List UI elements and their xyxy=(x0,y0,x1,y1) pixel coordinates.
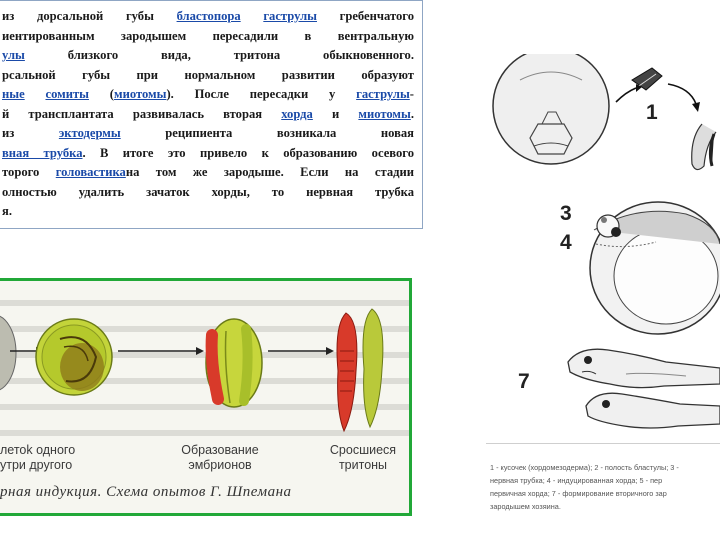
caption-conjoined-newts-line-1: Сросшиеся xyxy=(329,443,397,457)
text-segment: ). После пересадки у xyxy=(166,87,357,101)
text-line xyxy=(2,27,414,46)
text-segment: - xyxy=(409,87,414,101)
text-line xyxy=(2,144,414,163)
caption-embryo-formation xyxy=(170,443,270,473)
text-line xyxy=(2,85,414,104)
right-caption-line-1: 1 - кусочек (хордомезодерма); 2 - полость бластулы; 3 - xyxy=(490,463,679,472)
term-link[interactable]: ные xyxy=(2,87,25,101)
caption-transplant-line-1: летоk одного xyxy=(0,443,76,457)
term-link[interactable]: миотомы xyxy=(358,106,411,121)
caption-transplant-line-2: утри другого xyxy=(0,458,73,472)
text-segment: торого xyxy=(2,165,56,179)
text-segment: реципиента возникала новая xyxy=(120,126,414,140)
caption-conjoined-newts xyxy=(314,443,412,473)
text-segment: из xyxy=(2,126,59,140)
text-segment: иентированным зародышем пересадили в вентральную xyxy=(2,28,414,43)
text-segment: й трансплантата развивалась вторая xyxy=(2,106,282,121)
text-panel xyxy=(0,0,423,229)
text-segment: я. xyxy=(2,204,12,218)
figure-label-3: 3 xyxy=(560,202,572,225)
blastula-sphere xyxy=(493,54,609,164)
schema-caption: рная индукция. Схема опытов Г. Шпемана xyxy=(0,484,292,500)
text-line xyxy=(2,124,414,143)
term-link[interactable]: гаструлы xyxy=(263,9,317,23)
text-segment: ( xyxy=(88,87,114,101)
text-line xyxy=(2,202,414,221)
text-line xyxy=(2,66,414,85)
caption-transplant xyxy=(0,443,90,473)
term-link[interactable]: головастика xyxy=(55,165,126,179)
term-link[interactable]: эктодермы xyxy=(58,126,121,140)
spemann-illustration xyxy=(0,281,412,516)
term-link[interactable]: хорда xyxy=(281,106,313,121)
text-line xyxy=(2,105,414,124)
figure-label-4: 4 xyxy=(560,231,572,254)
gastrula-green xyxy=(36,319,112,395)
tadpoles xyxy=(568,349,720,428)
text-segment: гребенчатого xyxy=(316,9,414,23)
text-line xyxy=(2,46,414,65)
figure-label-1: 1 xyxy=(646,101,658,124)
right-caption-line-3: первичная хорда; 7 - формирование вторичного зар xyxy=(490,489,667,498)
text-segment: на том же зародыше. Если на стадии xyxy=(125,165,414,179)
term-link[interactable]: бластопора xyxy=(176,9,241,23)
right-figure-divider xyxy=(486,443,720,444)
text-segment: из дорсальной губы xyxy=(2,9,177,23)
term-link[interactable]: вная трубка xyxy=(2,145,83,160)
text-segment: близкого вида, тритона обыкновенного. xyxy=(24,48,414,62)
text-line xyxy=(2,7,414,26)
text-segment: и xyxy=(312,106,359,121)
text-segment: . xyxy=(410,106,414,121)
double-embryo xyxy=(206,319,262,407)
term-link[interactable]: сомиты xyxy=(45,87,89,101)
text-line xyxy=(2,163,414,182)
caption-embryo-formation-line-2: эмбрионов xyxy=(188,458,252,472)
text-segment xyxy=(241,9,264,23)
right-caption-line-4: зародышем хозяина. xyxy=(490,502,561,511)
caption-conjoined-newts-line-2: тритоны xyxy=(338,458,388,472)
text-segment xyxy=(25,87,46,101)
right-caption-line-2: нервная трубка; 4 - индуцированная хорда; 5 - пер xyxy=(490,476,663,485)
text-segment: рсальной губы при нормальном развитии образуют xyxy=(2,67,414,82)
spemann-figure-panel xyxy=(0,278,412,516)
text-segment: . В итоге это привело к образованию осевого xyxy=(82,145,414,160)
term-link[interactable]: гаструлы xyxy=(356,87,410,101)
cross-section-embryo xyxy=(590,202,720,334)
figure-label-7: 7 xyxy=(518,370,530,393)
caption-embryo-formation-line-1: Образование xyxy=(181,443,259,457)
term-link[interactable]: миотомы xyxy=(113,87,167,101)
term-link[interactable]: улы xyxy=(2,48,25,62)
text-line xyxy=(2,183,414,202)
text-segment: олностью удалить зачаток хорды, то нервная трубка xyxy=(2,184,414,199)
